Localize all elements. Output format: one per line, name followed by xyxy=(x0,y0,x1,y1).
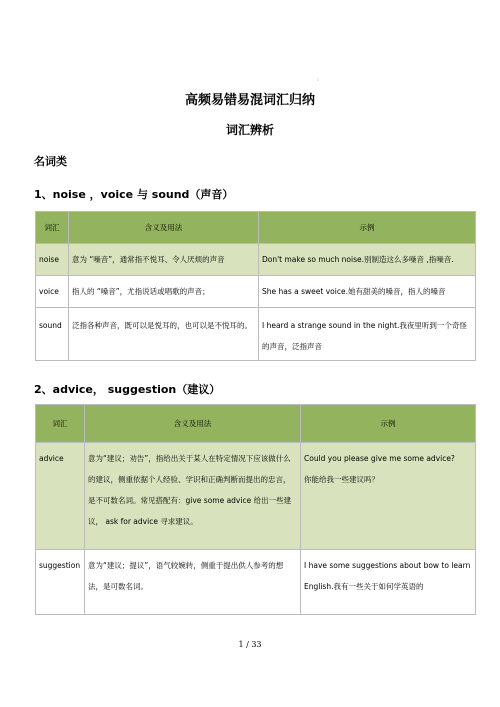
column-header-word: 词汇 xyxy=(36,212,69,244)
table-row xyxy=(36,308,476,361)
meaning-cell: 意为“建议；劝告”，指给出关于某人在特定情况下应该做什么的建议，侧重依据个人经验、学识和正确判断而提出的忠言，是不可数名词。常见搭配有：give some advice 给出一些建议， ask for advice 寻求建议。 xyxy=(85,443,301,550)
example-cell xyxy=(301,443,476,550)
table-row xyxy=(36,276,476,308)
word-cell: advice xyxy=(36,443,85,550)
vocab-table-advice xyxy=(35,404,476,615)
table-row xyxy=(36,443,476,550)
example-chinese: 你能给我一些建议吗？ xyxy=(304,475,379,484)
example-cell: I heard a strange sound in the night.我夜里听到一个奇怪的声音，泛指声音 xyxy=(259,308,476,361)
meaning-cell: 指人的 “嗓音”，尤指说话或唱歌的声音； xyxy=(69,276,259,308)
table-header-row xyxy=(36,405,476,443)
table-row xyxy=(36,244,476,276)
word-cell: noise xyxy=(36,244,69,276)
meaning-cell: 泛指各种声音，既可以是悦耳的，也可以是不悦耳的。 xyxy=(69,308,259,361)
page-title: 高频易错易混词汇归纳 xyxy=(184,93,315,108)
meaning-cell: 意为“建议；提议”，语气较婉转，侧重于提出供人参考的想法，是可数名词。 xyxy=(85,550,301,615)
corner-mark: : xyxy=(317,77,319,83)
section-heading-noise-voice-sound: 1、noise ，voice 与 sound（声音） xyxy=(34,188,234,201)
page-number: 1 / 33 xyxy=(238,640,262,649)
vocab-table-sound xyxy=(35,211,476,361)
word-cell: sound xyxy=(36,308,69,361)
page-subtitle: 词汇辨析 xyxy=(225,123,274,137)
word-cell: voice xyxy=(36,276,69,308)
example-cell: She has a sweet voice.她有甜美的嗓音，指人的嗓音 xyxy=(259,276,476,308)
column-header-meaning: 含义及用法 xyxy=(85,405,301,443)
column-header-word: 词汇 xyxy=(36,405,85,443)
word-cell: suggestion xyxy=(36,550,85,615)
section-heading-advice-suggestion: 2、advice， suggestion（建议） xyxy=(34,383,221,396)
example-english: Could you please give me some advice? xyxy=(304,454,455,463)
table-header-row xyxy=(36,212,476,244)
table-row xyxy=(36,550,476,615)
example-cell: I have some suggestions about bow to learn English.我有一些关于如何学英语的 xyxy=(301,550,476,615)
column-header-example: 示例 xyxy=(301,405,476,443)
column-header-meaning: 含义及用法 xyxy=(69,212,259,244)
column-header-example: 示例 xyxy=(259,212,476,244)
meaning-cell: 意为 “噪音”，通常指不悦耳、令人厌烦的声音 xyxy=(69,244,259,276)
category-heading: 名词类 xyxy=(34,155,67,168)
example-cell: Don't make so much noise.别制造这么多噪音 ,指噪音. xyxy=(259,244,476,276)
